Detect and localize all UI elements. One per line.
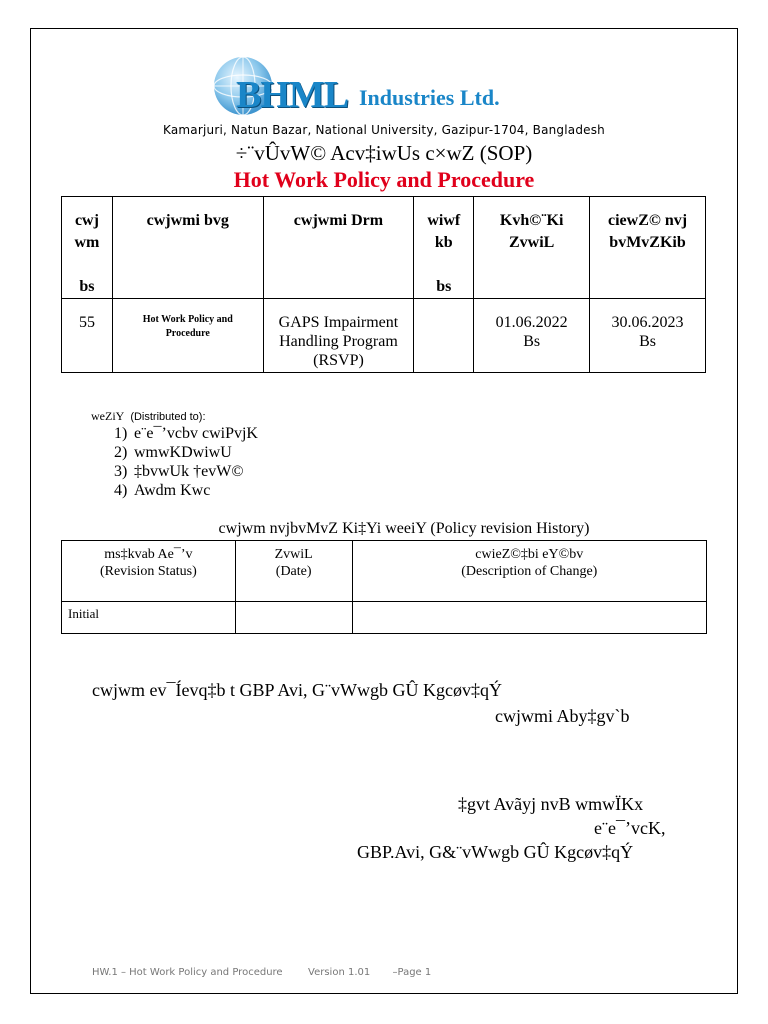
cell-date <box>235 602 352 634</box>
cell-next-update: 30.06.2023 Bs <box>590 299 706 373</box>
header-policy-name: cwjwmi bvg <box>112 197 263 299</box>
list-item: 4) Awdm Kwc <box>114 482 211 499</box>
header-effective-date: Kvh©¨Ki ZvwiL <box>474 197 590 299</box>
logo-suffix-text: Industries Ltd. <box>359 85 500 110</box>
table-header-row <box>62 541 707 602</box>
list-item: 1) e¨e¯’vcbv cwiPvjK <box>114 425 258 442</box>
cell-source: GAPS Impairment Handling Program (RSVP) <box>263 299 414 373</box>
cell-policy-name: Hot Work Policy and Procedure <box>112 299 263 373</box>
revision-history-table <box>61 540 707 634</box>
table-row <box>62 602 707 634</box>
header-description: cwieZ©‡bi eY©bv (Description of Change) <box>352 541 706 602</box>
cell-serial: 55 <box>62 299 113 373</box>
signatory-title: e¨e¯’vcK, <box>594 818 666 838</box>
header-date: ZvwiL (Date) <box>235 541 352 602</box>
header-revision: wiwf kb bs <box>414 197 474 299</box>
company-address: Kamarjuri, Natun Bazar, National University, Gazipur-1704, Bangladesh <box>163 123 605 137</box>
table-header-row <box>62 197 706 299</box>
cell-revision <box>414 299 474 373</box>
header-source: cwjwmi Drm <box>263 197 414 299</box>
implementation-line: cwjwm ev¯Íevq‡b t GBP Avi, G¨vWwgb GÛ Kgcøv‡qÝ <box>92 680 502 700</box>
approval-line: cwjwmi Aby‡gv`b <box>495 706 630 726</box>
list-item: 2) wmwKDwiwU <box>114 444 232 461</box>
policy-info-table <box>61 196 706 373</box>
cell-revision-status: Initial <box>62 602 236 634</box>
logo-brand-text: BHML <box>236 74 349 116</box>
distribution-label: weZiY (Distributed to): <box>91 409 206 423</box>
page-footer <box>92 967 431 978</box>
distribution-list <box>114 424 258 500</box>
cell-description <box>352 602 706 634</box>
header-next-update: ciewZ© nvj bvMvZKib <box>590 197 706 299</box>
table-row <box>62 299 706 373</box>
footer-doc: HW.1 – Hot Work Policy and Procedure <box>92 967 283 978</box>
header-serial: cwj wm bs <box>62 197 113 299</box>
signatory-name: ‡gvt Avãyj nvB wmwÏKx <box>458 794 644 814</box>
company-logo <box>212 55 532 125</box>
list-item: 3) ‡bvwUk †evW© <box>114 463 244 480</box>
sop-title: ÷¨vÛvW© Acv‡iwUs c×wZ (SOP) <box>235 141 533 165</box>
signatory-department: GBP.Avi, G&¨vWwgb GÛ Kgcøv‡qÝ <box>357 842 634 862</box>
cell-effective-date: 01.06.2022 Bs <box>474 299 590 373</box>
header-revision-status: ms‡kvab Ae¯’v (Revision Status) <box>62 541 236 602</box>
footer-version: Version 1.01 <box>308 967 371 978</box>
footer-page: –Page 1 <box>392 967 432 978</box>
policy-title: Hot Work Policy and Procedure <box>233 167 535 192</box>
revision-history-title: cwjwm nvjbvMvZ Ki‡Yi weeiY (Policy revision History) <box>218 520 590 537</box>
